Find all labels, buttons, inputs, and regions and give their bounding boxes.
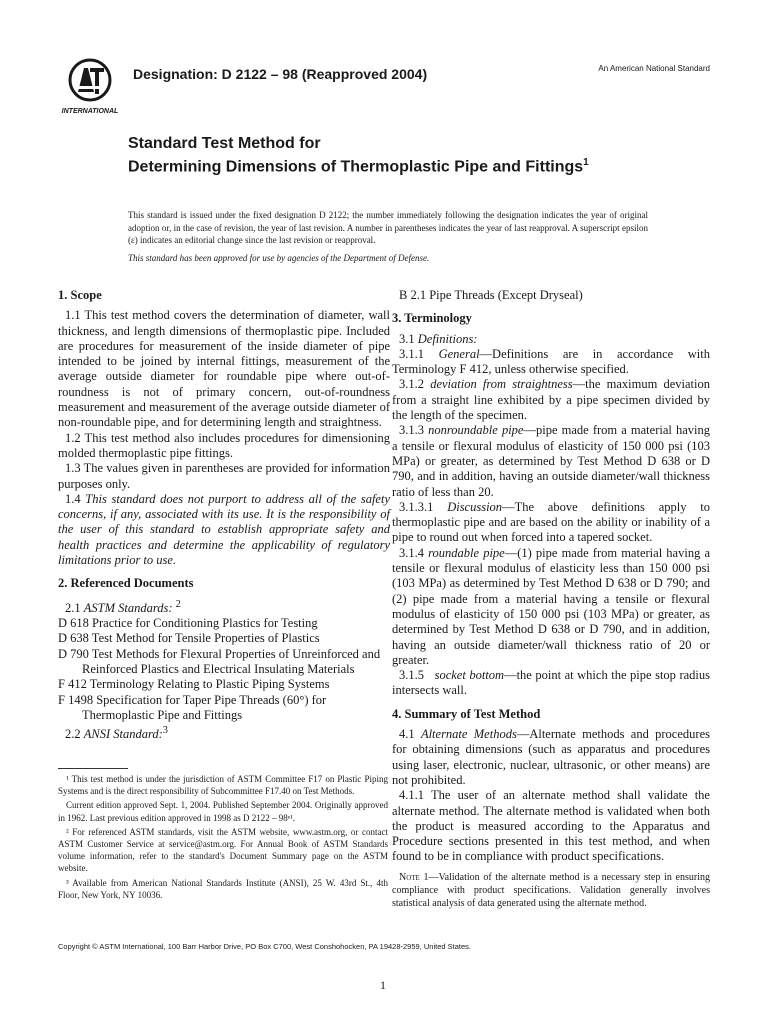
ref-d638: D 638 Test Method for Tensile Properties of Plastics <box>58 631 320 646</box>
summary-4-1-1: 4.1.1 The user of an alternate method shall validate the alternate method. The alternate method is validated when both the product is measured according to the Apparatus and Procedure sections presented in this test method, and when found to be in compliance with product specifications. <box>392 788 710 864</box>
ref-d618: D 618 Practice for Conditioning Plastics for Testing <box>58 616 318 631</box>
ansi-num: 2.2 <box>65 727 81 742</box>
scope-1-4 <box>58 492 390 568</box>
term-3-1-2 <box>392 377 710 423</box>
term-3-1-5-num: 3.1.5 <box>399 668 424 683</box>
ansi-label: ANSI Standard: <box>83 727 163 742</box>
referenced-documents-heading: 2. Referenced Documents <box>58 576 194 591</box>
intro-block <box>128 209 648 264</box>
note-1-text: —Validation of the alternate method is a necessary step in ensuring compliance with product specifications. Validation generally involves statistical analysis of data generated using the alternate method. <box>392 871 710 909</box>
term-3-1-2-text: —the maximum deviation from a straight line exhibited by a pipe specimen divided by the length of the specimen. <box>392 377 711 423</box>
summary-4-1-text: —Alternate methods and procedures for obtaining dimensions (such as apparatus and procedures using laser, electronic, nuclear, ultrasonic, or other means) are not prohibited. <box>392 727 710 787</box>
summary-4-1-num: 4.1 <box>399 727 415 742</box>
term-3-1-4-text: —(1) pipe made from material having a tensile or flexural modulus of elasticity less than 150 000 psi (103 MPa) as determined by Test Method D 638 or D 790; and (2) pipe made from a material having a tensile or flexural modulus of elasticity of 150 000 psi (103 MPa) or greater, as determined by Test Method D 638 or D 790, and in addition, having an outside diameter/wall thickness ratio of 20 or greater. <box>392 545 710 667</box>
title-line-2 <box>128 153 628 176</box>
term-3-1-2-num: 3.1.2 <box>399 377 424 392</box>
term-3-1-num: 3.1 <box>399 331 415 346</box>
footnote-1b: Current edition approved Sept. 1, 2004. Published September 2004. Originally approved in 1962. Last previous edition approved in 1998 as D 2122 – 98ᵉ¹. <box>58 800 388 823</box>
intro-text: This standard is issued under the fixed designation D 2122; the number immediately following the designation indicates the year of original adoption or, in the case of revision, the year of last revision. A number in parentheses indicates the year of last reapproval. A superscript epsilon (ε) indicates an editorial change since the last revision or reapproval. <box>128 210 648 245</box>
term-3-1-1-num: 3.1.1 <box>399 346 424 361</box>
term-3-1-2-term: deviation from straightness <box>430 377 573 392</box>
scope-1-4-text: This standard does not purport to address all of the safety concerns, if any, associated with its use. It is the responsibility of the user of this standard to establish appropriate safety and health practices and determine the applicability of regulatory limitations prior to use. <box>58 491 390 568</box>
left-column <box>58 288 390 743</box>
dod-approval: This standard has been approved for use by agencies of the Department of Defense. <box>128 252 430 263</box>
term-3-1-3-num: 3.1.3 <box>399 423 424 438</box>
term-3-1-1 <box>392 347 710 378</box>
term-3-1-3-1-num: 3.1.3.1 <box>399 499 434 514</box>
footnote-1: ¹ This test method is under the jurisdiction of ASTM Committee F17 on Plastic Piping Systems and is the direct responsibility of Subcommittee F17.40 on Test Methods. <box>58 774 388 797</box>
logo-label: INTERNATIONAL <box>61 108 119 115</box>
footnote-rule <box>58 768 128 769</box>
term-3-1-3-1-text: —The above definitions apply to thermoplastic pipe and are based on the ability or inability of a pipe to round out when forced into a tapered socket. <box>392 499 711 545</box>
term-3-1-3 <box>392 423 710 499</box>
scope-1-1: 1.1 This test method covers the determination of diameter, wall thickness, and length dimensions of thermoplastic pipe. Included are procedures for measurement of the inside diameter of pipe intended to be joined by internal fittings, measurement of the average outside diameter for roundable pipe where out-of-roundness is not of primary concern, out-of-roundness measurement and measurement of the average outside diameter of non-roundable pipe, and for determining length and straightness. <box>58 308 390 430</box>
summary-heading: 4. Summary of Test Method <box>392 706 541 721</box>
right-column <box>392 288 710 910</box>
summary-4-1 <box>392 727 710 788</box>
term-3-1-5-term: socket bottom <box>434 668 505 683</box>
ansi-standard-label <box>58 723 390 742</box>
footnote-3: ³ Available from American National Standards Institute (ANSI), 25 W. 43rd St., 4th Floor, New York, NY 10036. <box>58 877 388 900</box>
astm-standards-label <box>58 597 390 616</box>
term-3-1-1-term: General <box>438 346 480 361</box>
title-line-1: Standard Test Method for <box>128 135 321 152</box>
footnote-2: ² For referenced ASTM standards, visit the ASTM website, www.astm.org, or contact ASTM Customer Service at service@astm.org. For Annual Book of ASTM Standards volume information, refer to the standard's Document Summary page on the ASTM website. <box>58 826 388 874</box>
term-3-1-label: Definitions: <box>417 331 478 346</box>
summary-4-1-term: Alternate Methods <box>420 727 517 742</box>
designation: Designation: D 2122 – 98 (Reapproved 2004) <box>133 66 428 82</box>
term-3-1-3-1 <box>392 500 710 546</box>
term-3-1-5 <box>392 668 710 699</box>
term-3-1-4-term: roundable pipe <box>428 545 505 560</box>
astm-num: 2.1 <box>65 600 81 615</box>
american-national-standard-label: An American National Standard <box>598 64 710 73</box>
note-1-label: Note 1 <box>399 871 429 883</box>
scope-1-2: 1.2 This test method also includes procedures for dimensioning molded thermoplastic pipe fittings. <box>58 430 390 460</box>
term-3-1-4 <box>392 546 710 668</box>
astm-label: ASTM Standards: <box>83 600 173 615</box>
astm-sup: 2 <box>175 598 181 610</box>
page-number: 1 <box>380 978 386 992</box>
term-3-1-5-text: —the point at which the pipe stop radius intersects wall. <box>392 668 710 698</box>
ref-f1498: F 1498 Specification for Taper Pipe Threads (60°) for Thermoplastic Pipe and Fittings <box>58 692 327 722</box>
title-footnote-ref: 1 <box>583 157 589 168</box>
scope-heading: 1. Scope <box>58 288 102 302</box>
term-3-1-3-term: nonroundable pipe <box>428 423 524 438</box>
term-3-1-1-text: —Definitions are in accordance with Terminology F 412, unless otherwise specified. <box>392 346 710 377</box>
ref-f412: F 412 Terminology Relating to Plastic Piping Systems <box>58 677 330 692</box>
ref-d790: D 790 Test Methods for Flexural Properties of Unreinforced and Reinforced Plastics and Electrical Insulating Materials <box>58 646 381 676</box>
ansi-sup: 3 <box>162 725 168 737</box>
terminology-heading: 3. Terminology <box>392 311 472 326</box>
astm-logo-icon <box>58 56 122 116</box>
note-1 <box>392 871 710 910</box>
scope-1-4-num: 1.4 <box>65 491 81 506</box>
scope-1-3: 1.3 The values given in parentheses are provided for information purposes only. <box>58 461 390 491</box>
term-3-1-3-1-term: Discussion <box>447 499 503 514</box>
term-3-1-4-num: 3.1.4 <box>399 545 424 560</box>
title-main: Determining Dimensions of Thermoplastic Pipe and Fittings <box>128 158 584 176</box>
term-3-1 <box>392 332 710 347</box>
ref-b21: B 2.1 Pipe Threads (Except Dryseal) <box>399 288 583 302</box>
footnotes <box>58 768 388 903</box>
copyright: Copyright © ASTM International, 100 Barr Harbor Drive, PO Box C700, West Conshohocken, PA 19428-2959, United States. <box>58 942 471 951</box>
document-title <box>128 134 628 176</box>
term-3-1-3-text: —pipe made from a material having a tensile or flexural modulus of elasticity of 150 000 psi (103 MPa) or greater, as determined by Test Method D 638 or D 790, and in addition, having an outside diameter/wall thickness ratio of less than 20. <box>392 423 711 499</box>
